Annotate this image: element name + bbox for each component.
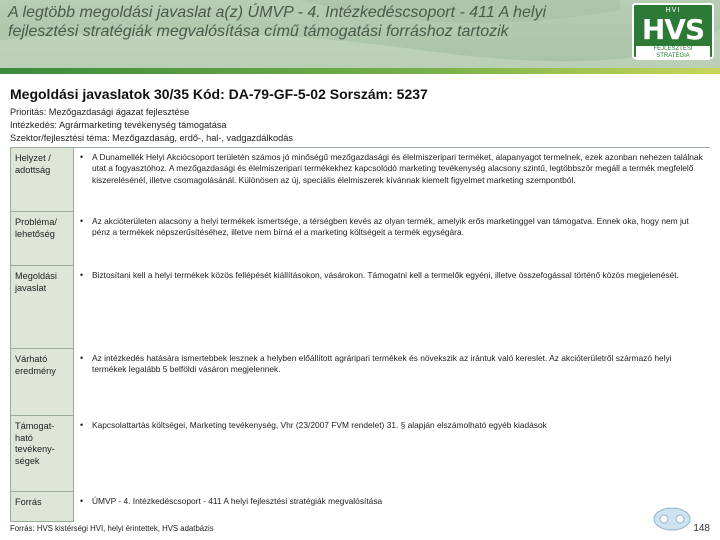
row-label: Probléma/ lehetőség: [10, 212, 74, 266]
row-label: Támogat-ható tevékeny-ségek: [10, 416, 74, 492]
bullet-icon: •: [80, 270, 84, 280]
table-row: [10, 148, 710, 212]
page-number: 148: [693, 523, 710, 534]
row-label: Várható eredmény: [10, 349, 74, 416]
solution-table: [10, 147, 710, 507]
row-text: Kapcsolattartás költségei, Marketing tevékenység, Vhr (23/2007 FVM rendelet) 31. § alapján elszámolható egyéb kiadások: [92, 420, 547, 430]
row-text: Biztosítani kell a helyi termékek közös fellépését kiállításokon, vásárokon. Támogatni kell a termelők egyéni, illetve összefogással történő közös megjelenését.: [92, 270, 679, 280]
footer-source: Forrás: HVS kistérségi HVI, helyi érintettek, HVS adatbázis: [10, 524, 214, 533]
row-label: Helyzet / adottság: [10, 148, 74, 212]
bullet-icon: •: [80, 353, 84, 363]
bullet-icon: •: [80, 420, 84, 430]
table-row: [10, 349, 710, 416]
header-title: A legtöbb megoldási javaslat a(z) ÚMVP - 4. Intézkedéscsoport - 411 A helyi fejlesztési stratégiák megvalósítása című támogatási forráshoz tartozik: [8, 4, 547, 40]
table-row: [10, 416, 710, 492]
table-row: [10, 266, 710, 349]
bullet-icon: •: [80, 152, 84, 162]
row-text-cell: [74, 148, 710, 212]
meta-priority: Prioritás: Mezőgazdasági ágazat fejlesztése: [10, 107, 190, 117]
hvs-logo: [632, 3, 714, 59]
bullet-icon: •: [80, 216, 84, 226]
row-text-cell: [74, 492, 710, 522]
logo-sub-text: FEJLESZTÉSI STRATÉGIA: [636, 46, 710, 60]
bullet-icon: •: [80, 496, 84, 506]
header-band: [0, 68, 720, 74]
row-text-cell: [74, 349, 710, 416]
logo-mark: HVS: [641, 13, 705, 46]
row-text: Az akcióterületen alacsony a helyi termékek ismertsége, a térségben kevés az olyan termék, amelyik erős marketinggel van támogatva. Ennek oka, hogy nem jut pénz a termékek népszerűsítéséhez, illetve nem bírná el a marketing költségeit a termék egységára.: [92, 216, 689, 238]
page-title: Megoldási javaslatok 30/35 Kód: DA-79-GF-5-02 Sorszám: 5237: [10, 86, 428, 102]
row-text-cell: [74, 416, 710, 492]
row-label: Megoldási javaslat: [10, 266, 74, 349]
table-row: [10, 212, 710, 266]
row-text-cell: [74, 266, 710, 349]
row-text: A Dunamellék Helyi Akciócsoport területén számos jó minőségű mezőgazdasági és élelmiszeripari terméket, alapanyagot termelnek, ezek azonban nehezen találnak utat a fogyasztóhoz. A mezőgazdasági és élelmiszeripari termékekhez kapcsolódó marketing tevékenység alacsony szintű, legtöbbször megáll a termék megfelelő kiszerelésénél, illetve csomagolásánál. Különösen az új, speciális élelmiszerek kívánnak kiemelt figyelmet marketing szempontból.: [92, 152, 703, 185]
row-text-cell: [74, 212, 710, 266]
page-header: [0, 0, 720, 68]
row-label: Forrás: [10, 492, 74, 522]
row-text: ÚMVP - 4. Intézkedéscsoport - 411 A helyi fejlesztési stratégiák megvalósítása: [92, 496, 383, 506]
meta-sector: Szektor/fejlesztési téma: Mezőgazdaság, erdő-, hal-, vadgazdálkodás: [10, 133, 293, 143]
logo-top-text: HVI: [665, 7, 681, 14]
meta-measure: Intézkedés: Agrármarketing tevékenység támogatása: [10, 120, 227, 130]
row-text: Az intézkedés hatására ismertebbek lesznek a helyben előállított agráripari termékek és növekszik az irántuk való kereslet. Az akcióterületről származó helyi termékek legalább 5 belföldi vásáron megjelennek.: [92, 353, 672, 375]
table-row: [10, 492, 710, 522]
footer-logo-icon: [652, 506, 692, 532]
